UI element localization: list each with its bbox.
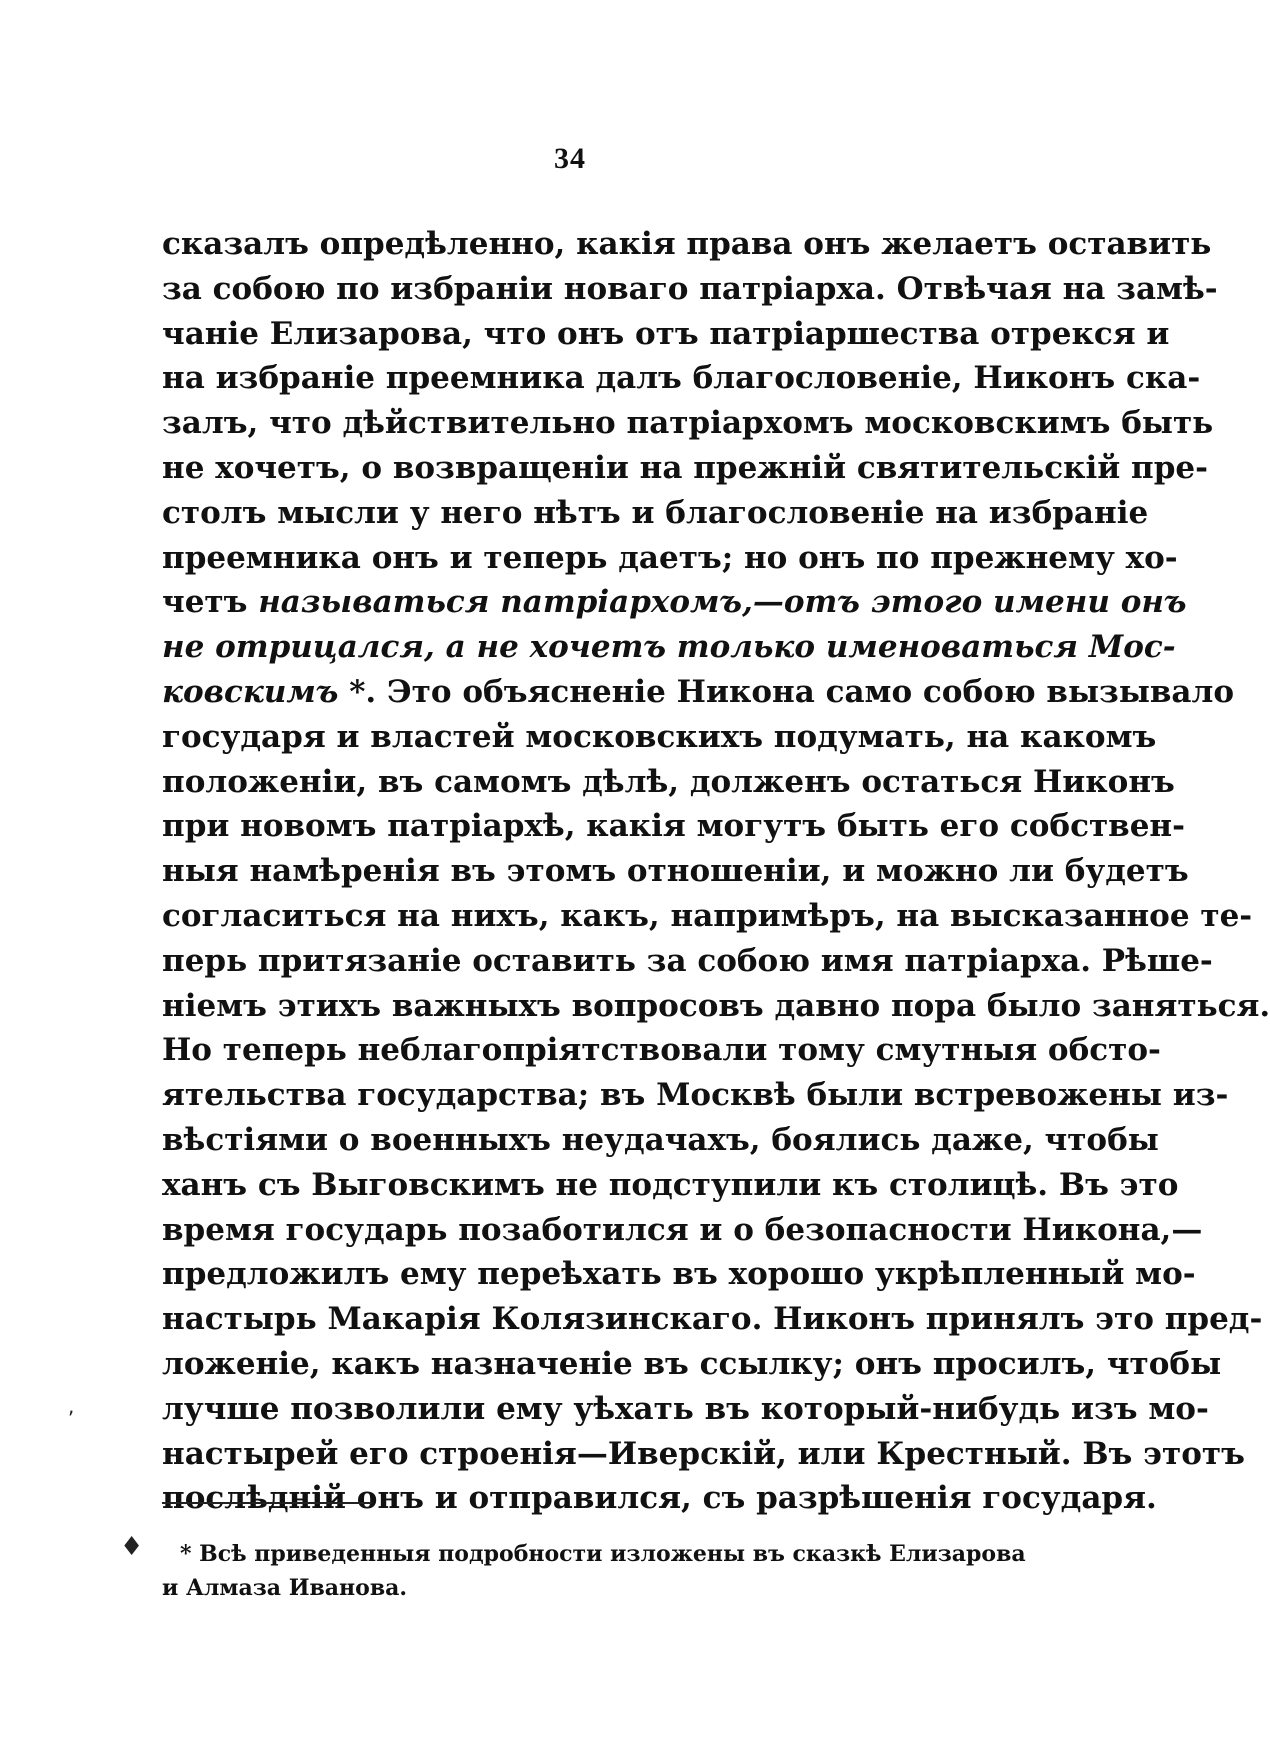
ink-speck-mark: , [68, 1394, 75, 1418]
italic-text: ковскимъ [162, 673, 339, 710]
text-line: за собою по избраніи новаго патріарха. Отвѣчая на замѣ- [162, 270, 1218, 307]
italic-text: не отрицался, а не хочетъ только именоваться Мос- [162, 629, 1176, 666]
body-text [162, 222, 1270, 1521]
text-line: ятельства государства; въ Москвѣ были встревожены из- [162, 1077, 1229, 1114]
text-line: ныя намѣренія въ этомъ отношеніи, и можно ли будетъ [162, 853, 1189, 890]
text-line: перь притязаніе оставить за собою имя патріарха. Рѣше- [162, 942, 1213, 979]
text-line: настырей его строенія—Иверскій, или Крестный. Въ этотъ [162, 1435, 1245, 1472]
text-line: ніемъ этихъ важныхъ вопросовъ давно пора было заняться. [162, 987, 1270, 1024]
footnote-rule [162, 1502, 372, 1504]
text-segment: *. Это объясненіе Никона само собою вызывало [349, 673, 1235, 710]
text-line: чаніе Елизарова, что онъ отъ патріаршества отрекся и [162, 315, 1170, 352]
text-line: не хочетъ, о возвращеніи на прежній святительскій пре- [162, 449, 1208, 486]
text-line [162, 625, 1176, 670]
footnote-line: * Всѣ приведенныя подробности изложены въ сказкѣ Елизарова [180, 1541, 1026, 1567]
text-segment: четъ [162, 584, 248, 621]
text-line: ложеніе, какъ назначеніе въ ссылку; онъ просилъ, чтобы [162, 1345, 1222, 1382]
footnote [162, 1537, 1026, 1605]
text-line: ханъ съ Выговскимъ не подступили къ столицѣ. Въ это [162, 1166, 1179, 1203]
text-line: послѣдній онъ и отправился, съ разрѣшенія государя. [162, 1480, 1157, 1517]
text-line [162, 670, 1235, 715]
text-line: сказалъ опредѣленно, какія права онъ желаетъ оставить [162, 226, 1212, 262]
text-line: настырь Макарія Колязинскаго. Никонъ принялъ это пред- [162, 1301, 1263, 1338]
text-line: Но теперь неблагопріятствовали тому смутныя обсто- [162, 1032, 1161, 1069]
text-line: положеніи, въ самомъ дѣлѣ, долженъ остаться Никонъ [162, 763, 1175, 800]
text-line: столъ мысли у него нѣтъ и благословеніе на избраніе [162, 494, 1149, 531]
text-line: вѣстіями о военныхъ неудачахъ, боялись даже, чтобы [162, 1121, 1159, 1158]
text-line: государя и властей московскихъ подумать, на какомъ [162, 718, 1157, 755]
text-line: на избраніе преемника далъ благословеніе, Никонъ ска- [162, 360, 1201, 397]
page-number: 34 [554, 142, 586, 175]
text-line: при новомъ патріархѣ, какія могутъ быть его собствен- [162, 808, 1185, 845]
text-line: согласиться на нихъ, какъ, напримѣръ, на высказанное те- [162, 897, 1253, 934]
text-line [162, 580, 1187, 625]
text-line: лучше позволили ему уѣхать въ который-нибудь изъ мо- [162, 1390, 1209, 1427]
text-line: преемника онъ и теперь даетъ; но онъ по прежнему хо- [162, 539, 1178, 576]
footnote-line: и Алмаза Иванова. [162, 1575, 408, 1601]
italic-text: называться патріархомъ,—отъ этого имени онъ [258, 584, 1187, 621]
text-line: время государь позаботился и о безопасности Никона,— [162, 1211, 1203, 1248]
text-line: залъ, что дѣйствительно патріархомъ московскимъ быть [162, 405, 1214, 442]
ink-speck-mark: ♦ [120, 1532, 144, 1562]
text-line: предложилъ ему переѣхать въ хорошо укрѣпленный мо- [162, 1256, 1196, 1293]
